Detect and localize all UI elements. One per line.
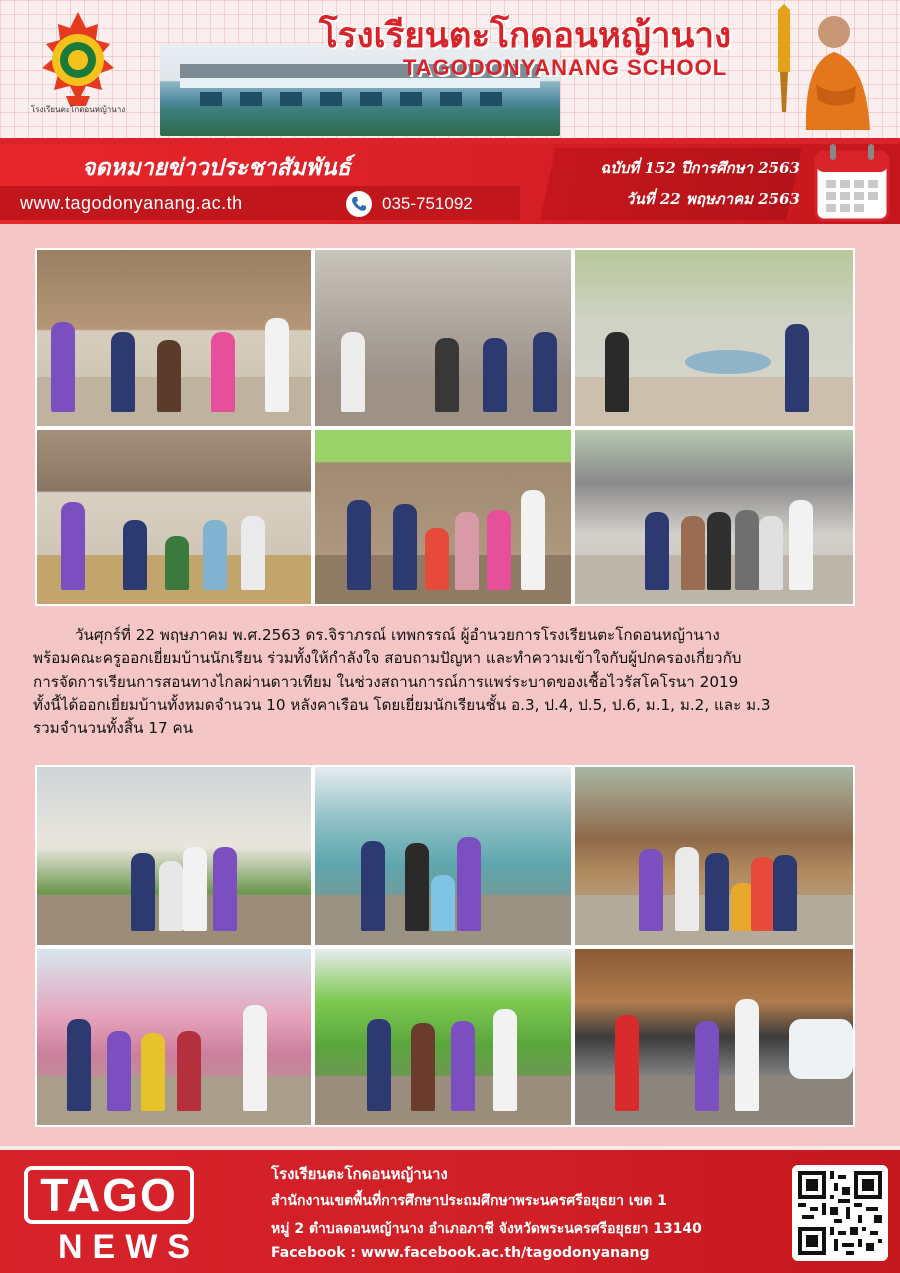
school-name-thai: โรงเรียนตะโกดอนหญ้านาง <box>318 15 732 56</box>
home-visit-photo <box>573 428 855 606</box>
home-visit-photo <box>313 428 573 606</box>
home-visit-photo <box>313 248 573 428</box>
article-line: รวมจำนวนทั้งสิ้น 17 คน <box>33 719 194 738</box>
tago-news-logo: TAGO <box>24 1166 194 1224</box>
home-visit-photo <box>35 428 313 606</box>
website-link[interactable]: www.tagodonyanang.ac.th <box>20 193 243 213</box>
footer-facebook-link[interactable]: Facebook : www.facebook.ac.th/tagodonyanang <box>271 1245 650 1261</box>
home-visit-photo <box>35 248 313 428</box>
home-visit-photo <box>313 947 573 1127</box>
emblem-caption: โรงเรียนตะโกดอนหญ้านาง <box>30 105 126 114</box>
home-visit-photo <box>35 947 313 1127</box>
footer-office: สำนักงานเขตพื้นที่การศึกษาประถมศึกษาพระนครศรีอยุธยา เขต 1 <box>271 1193 667 1209</box>
qr-code <box>792 1165 888 1261</box>
issue-date: วันที่ 22 พฤษภาคม 2563 <box>626 190 800 208</box>
article-line: ทั้งนี้ได้ออกเยี่ยมบ้านทั้งหมดจำนวน 10 หลังคาเรือน โดยเยี่ยมนักเรียนชั้น อ.3, ป.4, ป.5, ป.6, ม.1, ม.2, และ ม.3 <box>33 695 771 714</box>
phone-number: 035-751092 <box>382 194 473 213</box>
newsletter-title: จดหมายข่าวประชาสัมพันธ์ <box>82 154 351 181</box>
home-visit-photo <box>573 248 855 428</box>
article-line: พร้อมคณะครูออกเยี่ยมบ้านนักเรียน ร่วมทั้งให้กำลังใจ สอบถามปัญหา และทำความเข้าใจกับผู้ปกครองเกี่ยวกับ <box>33 649 742 668</box>
home-visit-photo <box>313 765 573 947</box>
footer-school-name: โรงเรียนตะโกดอนหญ้านาง <box>271 1165 448 1183</box>
phone-icon <box>346 191 372 217</box>
home-visit-photo <box>573 947 855 1127</box>
photo-grid-top <box>35 248 855 606</box>
news-article <box>33 624 873 740</box>
home-visit-photo <box>35 765 313 947</box>
article-line: วันศุกร์ที่ 22 พฤษภาคม พ.ศ.2563 ดร.จิราภรณ์ เทพกรรณ์ ผู้อำนวยการโรงเรียนตะโกดอนหญ้านาง <box>75 626 720 644</box>
tago-news-logo-subtitle: NEWS <box>58 1228 200 1266</box>
article-line: การจัดการเรียนการสอนทางไกลผ่านดาวเทียม ในช่วงสถานการณ์การแพร่ระบาดของเชื้อไวรัสโคโรนา 2019 <box>33 672 739 691</box>
school-name-english: TAGODONYANANG SCHOOL <box>402 55 728 80</box>
home-visit-photo <box>573 765 855 947</box>
issue-number: ฉบับที่ 152 ปีการศึกษา 2563 <box>600 159 800 177</box>
calendar-icon <box>812 142 892 224</box>
footer-address: หมู่ 2 ตำบลดอนหญ้านาง อำเภอภาชี จังหวัดพระนครศรีอยุธยา 13140 <box>271 1221 702 1237</box>
photo-grid-bottom <box>35 765 855 1127</box>
monk-portrait <box>770 2 885 132</box>
